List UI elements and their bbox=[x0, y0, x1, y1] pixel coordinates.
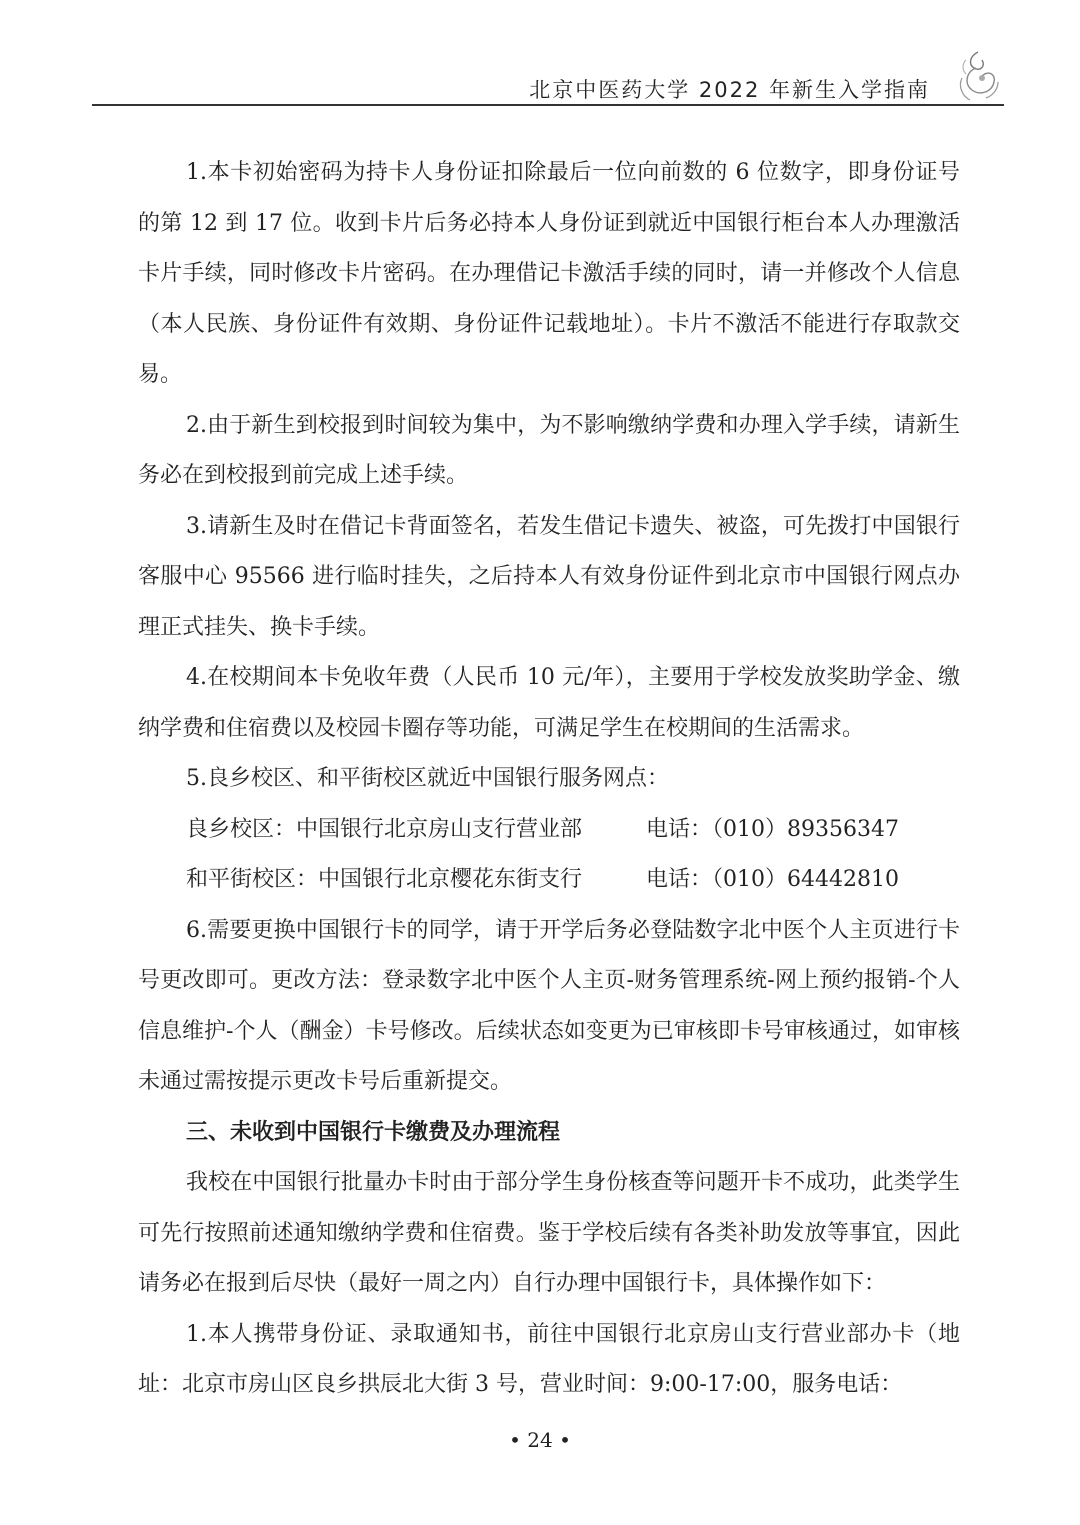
paragraph-branch-list-intro: 5.良乡校区、和平街校区就近中国银行服务网点： bbox=[186, 766, 669, 791]
paragraph-card-password: 1.本卡初始密码为持卡人身份证扣除最后一位向前数的 6 位数字，即身份证号的第 12 到 17 位。收到卡片后务必持本人身份证到就近中国银行柜台本人办理激活卡片手续，同时修改卡片密码。在办理借记卡激活手续的同时，请一并修改个人信息（本人民族、身份证件有效期、身份证件记载地址）。卡片不激活不能进行存取款交易。 bbox=[138, 160, 960, 387]
branch-phone: 电话：（010）64442810 bbox=[646, 867, 899, 892]
paragraph-complete-before-arrival: 2.由于新生到校报到时间较为集中，为不影响缴纳学费和办理入学手续，请新生务必在到校报到前完成上述手续。 bbox=[138, 412, 960, 488]
paragraph-section3-step1: 1.本人携带身份证、录取通知书，前往中国银行北京房山支行营业部办卡（地址：北京市房山区良乡拱辰北大街 3 号，营业时间：9:00-17:00，服务电话： bbox=[138, 1321, 960, 1397]
branch-row-hepingjie bbox=[138, 855, 960, 906]
page-number: • 24 • bbox=[509, 1428, 571, 1452]
branch-phone: 电话：（010）89356347 bbox=[646, 816, 899, 842]
branch-campus: 良乡校区：中国银行北京房山支行营业部 bbox=[186, 816, 583, 842]
document-body bbox=[138, 148, 960, 1411]
paragraph-annual-fee: 4.在校期间本卡免收年费（人民币 10 元/年），主要用于学校发放奖助学金、缴纳学费和住宿费以及校园卡圈存等功能，可满足学生在校期间的生活需求。 bbox=[138, 665, 960, 741]
paragraph-section3-intro: 我校在中国银行批量办卡时由于部分学生身份核查等问题开卡不成功，此类学生可先行按照前述通知缴纳学费和住宿费。鉴于学校后续有各类补助发放等事宜，因此请务必在报到后尽快（最好一周之内）自行办理中国银行卡，具体操作如下： bbox=[138, 1170, 960, 1296]
branch-row-liangxiang bbox=[138, 805, 960, 856]
paragraph-card-loss: 3.请新生及时在借记卡背面签名，若发生借记卡遗失、被盗，可先拨打中国银行客服中心 95566 进行临时挂失，之后持本人有效身份证件到北京市中国银行网点办理正式挂失、换卡手续。 bbox=[138, 513, 960, 640]
decorative-flourish-icon bbox=[952, 48, 1002, 104]
page-header bbox=[92, 44, 1004, 106]
branch-campus: 和平街校区：中国银行北京樱花东街支行 bbox=[186, 867, 583, 892]
paragraph-change-card: 6.需要更换中国银行卡的同学，请于开学后务必登陆数字北中医个人主页进行卡号更改即可。更改方法：登录数字北中医个人主页-财务管理系统-网上预约报销-个人信息维护-个人（酬金）卡号修改。后续状态如变更为已审核即卡号审核通过，如审核未通过需按提示更改卡号后重新提交。 bbox=[138, 917, 960, 1094]
header-rule bbox=[92, 104, 1004, 106]
header-title: 北京中医药大学 2022 年新生入学指南 bbox=[529, 78, 930, 102]
section-heading: 三、未收到中国银行卡缴费及办理流程 bbox=[186, 1119, 561, 1145]
